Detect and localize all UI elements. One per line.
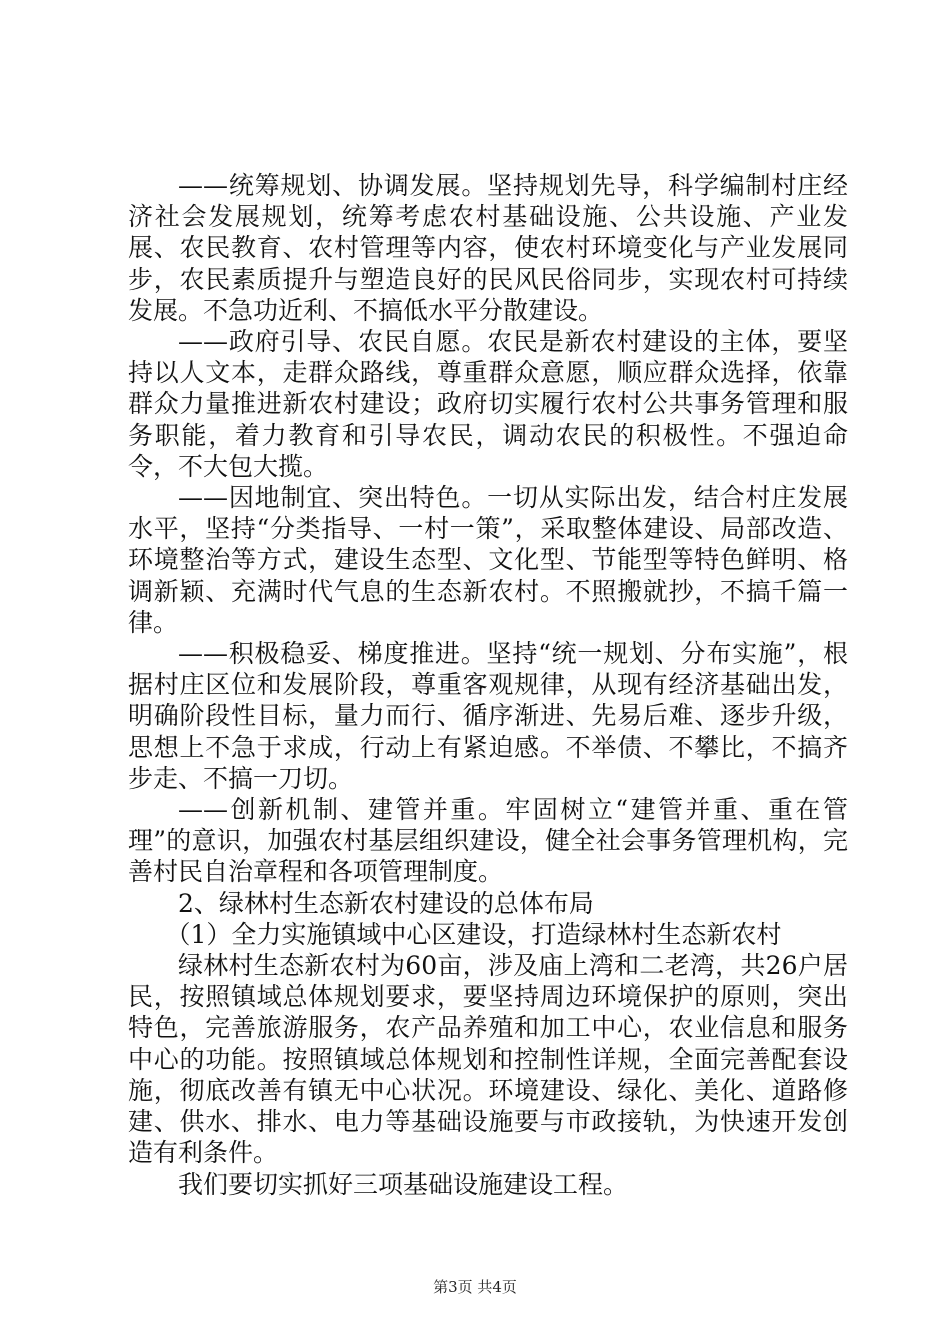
principle-paragraph-2: ——政府引导、农民自愿。农民是新农村建设的主体，要坚持以人文本，走群众路线，尊重群众意愿，顺应群众选择，依靠群众力量推进新农村建设；政府切实履行农村公共事务管理和服务职能，着力教育和引导农民，调动农民的积极性。不强迫命令，不大包大揽。 [128,327,848,481]
section-heading: 2、绿林村生态新农村建设的总体布局 [178,888,594,918]
principle-paragraph-3: ——因地制宜、突出特色。一切从实际出发，结合村庄发展水平，坚持“分类指导、一村一策”，采取整体建设、局部改造、环境整治等方式，建设生态型、文化型、节能型等特色鲜明、格调新颖、充满时代气息的生态新农村。不照搬就抄，不搞千篇一律。 [128,483,848,637]
body-paragraph-1: 绿林村生态新农村为60亩，涉及庙上湾和二老湾，共26户居民，按照镇域总体规划要求，要坚持周边环境保护的原则，突出特色，完善旅游服务，农产品养殖和加工中心，农业信息和服务中心的功能。按照镇域总体规划和控制性详规，全面完善配套设施，彻底改善有镇无中心状况。环境建设、绿化、美化、道路修建、供水、排水、电力等基础设施要与市政接轨，为快速开发创造有利条件。 [128,951,848,1168]
principle-paragraph-5: ——创新机制、建管并重。牢固树立“建管并重、重在管理”的意识，加强农村基层组织建设，健全社会事务管理机构，完善村民自治章程和各项管理制度。 [128,795,848,887]
body-paragraph-2: 我们要切实抓好三项基础设施建设工程。 [178,1169,629,1199]
page-number-footer: 第3页 共4页 [433,1278,517,1296]
principle-paragraph-1: ——统筹规划、协调发展。坚持规划先导，科学编制村庄经济社会发展规划，统筹考虑农村基础设施、公共设施、产业发展、农民教育、农村管理等内容，使农村环境变化与产业发展同步，农民素质提升与塑造良好的民风民俗同步，实现农村可持续发展。不急功近利、不搞低水平分散建设。 [128,171,848,325]
document-body [128,170,848,1200]
principle-paragraph-4: ——积极稳妥、梯度推进。坚持“统一规划、分布实施”，根据村庄区位和发展阶段，尊重客观规律，从现有经济基础出发，明确阶段性目标，量力而行、循序渐进、先易后难、逐步升级，思想上不急于求成，行动上有紧迫感。不举债、不攀比，不搞齐步走、不搞一刀切。 [128,639,848,793]
subsection-heading: （1）全力实施镇域中心区建设，打造绿林村生态新农村 [165,919,782,949]
